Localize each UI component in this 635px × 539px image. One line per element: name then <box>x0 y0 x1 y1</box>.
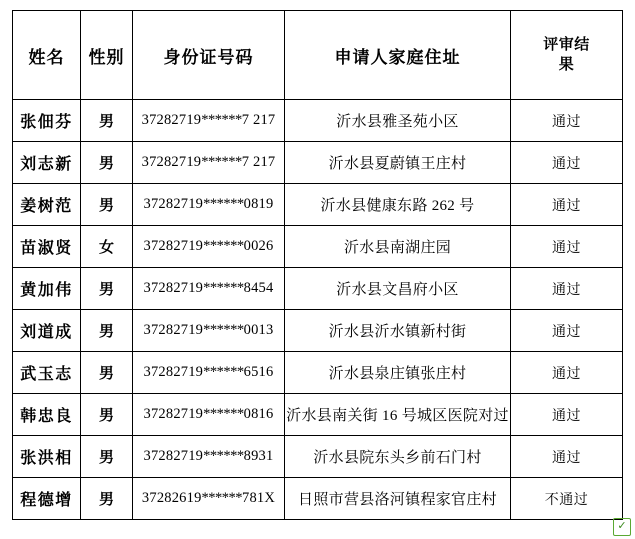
cell-address: 沂水县健康东路 262 号 <box>285 184 511 226</box>
cell-id-number <box>133 436 285 478</box>
cell-review-result: 通过 <box>511 352 623 394</box>
id-suffix: 6516 <box>243 364 274 380</box>
column-header-sex: 性别 <box>81 11 133 100</box>
column-header-result-line1: 评审结 <box>543 36 590 53</box>
id-mask: ****** <box>203 196 244 212</box>
column-header-address: 申请人家庭住址 <box>285 11 511 100</box>
id-prefix: 37282719 <box>143 280 204 296</box>
id-prefix: 37282719 <box>141 154 202 170</box>
cell-address: 沂水县沂水镇新村街 <box>285 310 511 352</box>
cell-sex: 男 <box>81 142 133 184</box>
id-suffix: 781X <box>242 490 276 506</box>
id-suffix: 7 217 <box>241 154 276 170</box>
id-prefix: 37282719 <box>143 448 204 464</box>
cell-sex: 男 <box>81 310 133 352</box>
id-mask: ****** <box>203 238 244 254</box>
cell-review-result: 通过 <box>511 310 623 352</box>
cell-sex: 男 <box>81 352 133 394</box>
id-suffix: 0819 <box>243 196 274 212</box>
id-mask: ****** <box>203 322 244 338</box>
table-header <box>13 11 623 100</box>
cell-address: 沂水县院东头乡前石门村 <box>285 436 511 478</box>
cell-id-number <box>133 268 285 310</box>
column-header-result <box>511 11 623 100</box>
id-suffix: 0013 <box>243 322 274 338</box>
cell-name: 张洪相 <box>13 436 81 478</box>
cell-sex: 男 <box>81 184 133 226</box>
applicants-table-container <box>12 10 622 520</box>
id-prefix: 37282719 <box>143 364 204 380</box>
id-mask: ****** <box>201 154 242 170</box>
table-row <box>13 394 623 436</box>
cell-id-number <box>133 142 285 184</box>
cell-review-result: 通过 <box>511 184 623 226</box>
table-body <box>13 100 623 520</box>
table-row <box>13 100 623 142</box>
cell-id-number <box>133 310 285 352</box>
cell-review-result: 通过 <box>511 142 623 184</box>
column-header-result-line2: 果 <box>558 57 575 73</box>
table-row <box>13 268 623 310</box>
id-mask: ****** <box>203 280 244 296</box>
cell-name: 刘志新 <box>13 142 81 184</box>
cell-name: 程德增 <box>13 478 81 520</box>
id-mask: ****** <box>201 112 242 128</box>
cell-id-number <box>133 184 285 226</box>
cell-address: 沂水县夏蔚镇王庄村 <box>285 142 511 184</box>
cell-address: 沂水县文昌府小区 <box>285 268 511 310</box>
cell-name: 苗淑贤 <box>13 226 81 268</box>
table-row <box>13 436 623 478</box>
cell-id-number <box>133 352 285 394</box>
cell-name: 姜树范 <box>13 184 81 226</box>
table-row <box>13 142 623 184</box>
cell-review-result: 通过 <box>511 436 623 478</box>
table-row <box>13 184 623 226</box>
cell-sex: 女 <box>81 226 133 268</box>
id-mask: ****** <box>203 364 244 380</box>
cell-id-number <box>133 226 285 268</box>
cell-name: 武玉志 <box>13 352 81 394</box>
cell-review-result: 通过 <box>511 100 623 142</box>
cell-name: 韩忠良 <box>13 394 81 436</box>
id-suffix: 0816 <box>243 406 274 422</box>
cell-review-result: 不通过 <box>511 478 623 520</box>
cell-address: 沂水县南关街 16 号城区医院对过 <box>285 394 511 436</box>
cell-address: 沂水县雅圣苑小区 <box>285 100 511 142</box>
cell-name: 刘道成 <box>13 310 81 352</box>
cell-sex: 男 <box>81 394 133 436</box>
id-mask: ****** <box>201 490 243 506</box>
table-row <box>13 352 623 394</box>
id-suffix: 0026 <box>243 238 274 254</box>
cell-review-result: 通过 <box>511 226 623 268</box>
cell-id-number <box>133 394 285 436</box>
cell-address: 日照市营县洛河镇程家官庄村 <box>285 478 511 520</box>
column-header-name: 姓名 <box>13 11 81 100</box>
id-prefix: 37282719 <box>141 112 202 128</box>
cell-id-number <box>133 100 285 142</box>
id-mask: ****** <box>203 448 244 464</box>
cell-sex: 男 <box>81 100 133 142</box>
table-row <box>13 478 623 520</box>
id-prefix: 37282719 <box>143 238 204 254</box>
cell-name: 黄加伟 <box>13 268 81 310</box>
id-prefix: 37282719 <box>143 406 204 422</box>
cell-address: 沂水县南湖庄园 <box>285 226 511 268</box>
cell-review-result: 通过 <box>511 268 623 310</box>
cell-sex: 男 <box>81 268 133 310</box>
id-suffix: 7 217 <box>241 112 276 128</box>
id-prefix: 37282719 <box>143 322 204 338</box>
id-mask: ****** <box>203 406 244 422</box>
cell-sex: 男 <box>81 436 133 478</box>
header-row <box>13 11 623 100</box>
table-row <box>13 226 623 268</box>
column-header-id: 身份证号码 <box>133 11 285 100</box>
id-prefix: 37282619 <box>141 490 202 506</box>
applicants-table <box>12 10 623 520</box>
id-suffix: 8454 <box>243 280 274 296</box>
cell-id-number <box>133 478 285 520</box>
id-suffix: 8931 <box>243 448 274 464</box>
cell-address: 沂水县泉庄镇张庄村 <box>285 352 511 394</box>
table-row <box>13 310 623 352</box>
cell-name: 张佃芬 <box>13 100 81 142</box>
green-check-mark-icon: ✓ <box>613 518 631 536</box>
cell-review-result: 通过 <box>511 394 623 436</box>
id-prefix: 37282719 <box>143 196 204 212</box>
cell-sex: 男 <box>81 478 133 520</box>
